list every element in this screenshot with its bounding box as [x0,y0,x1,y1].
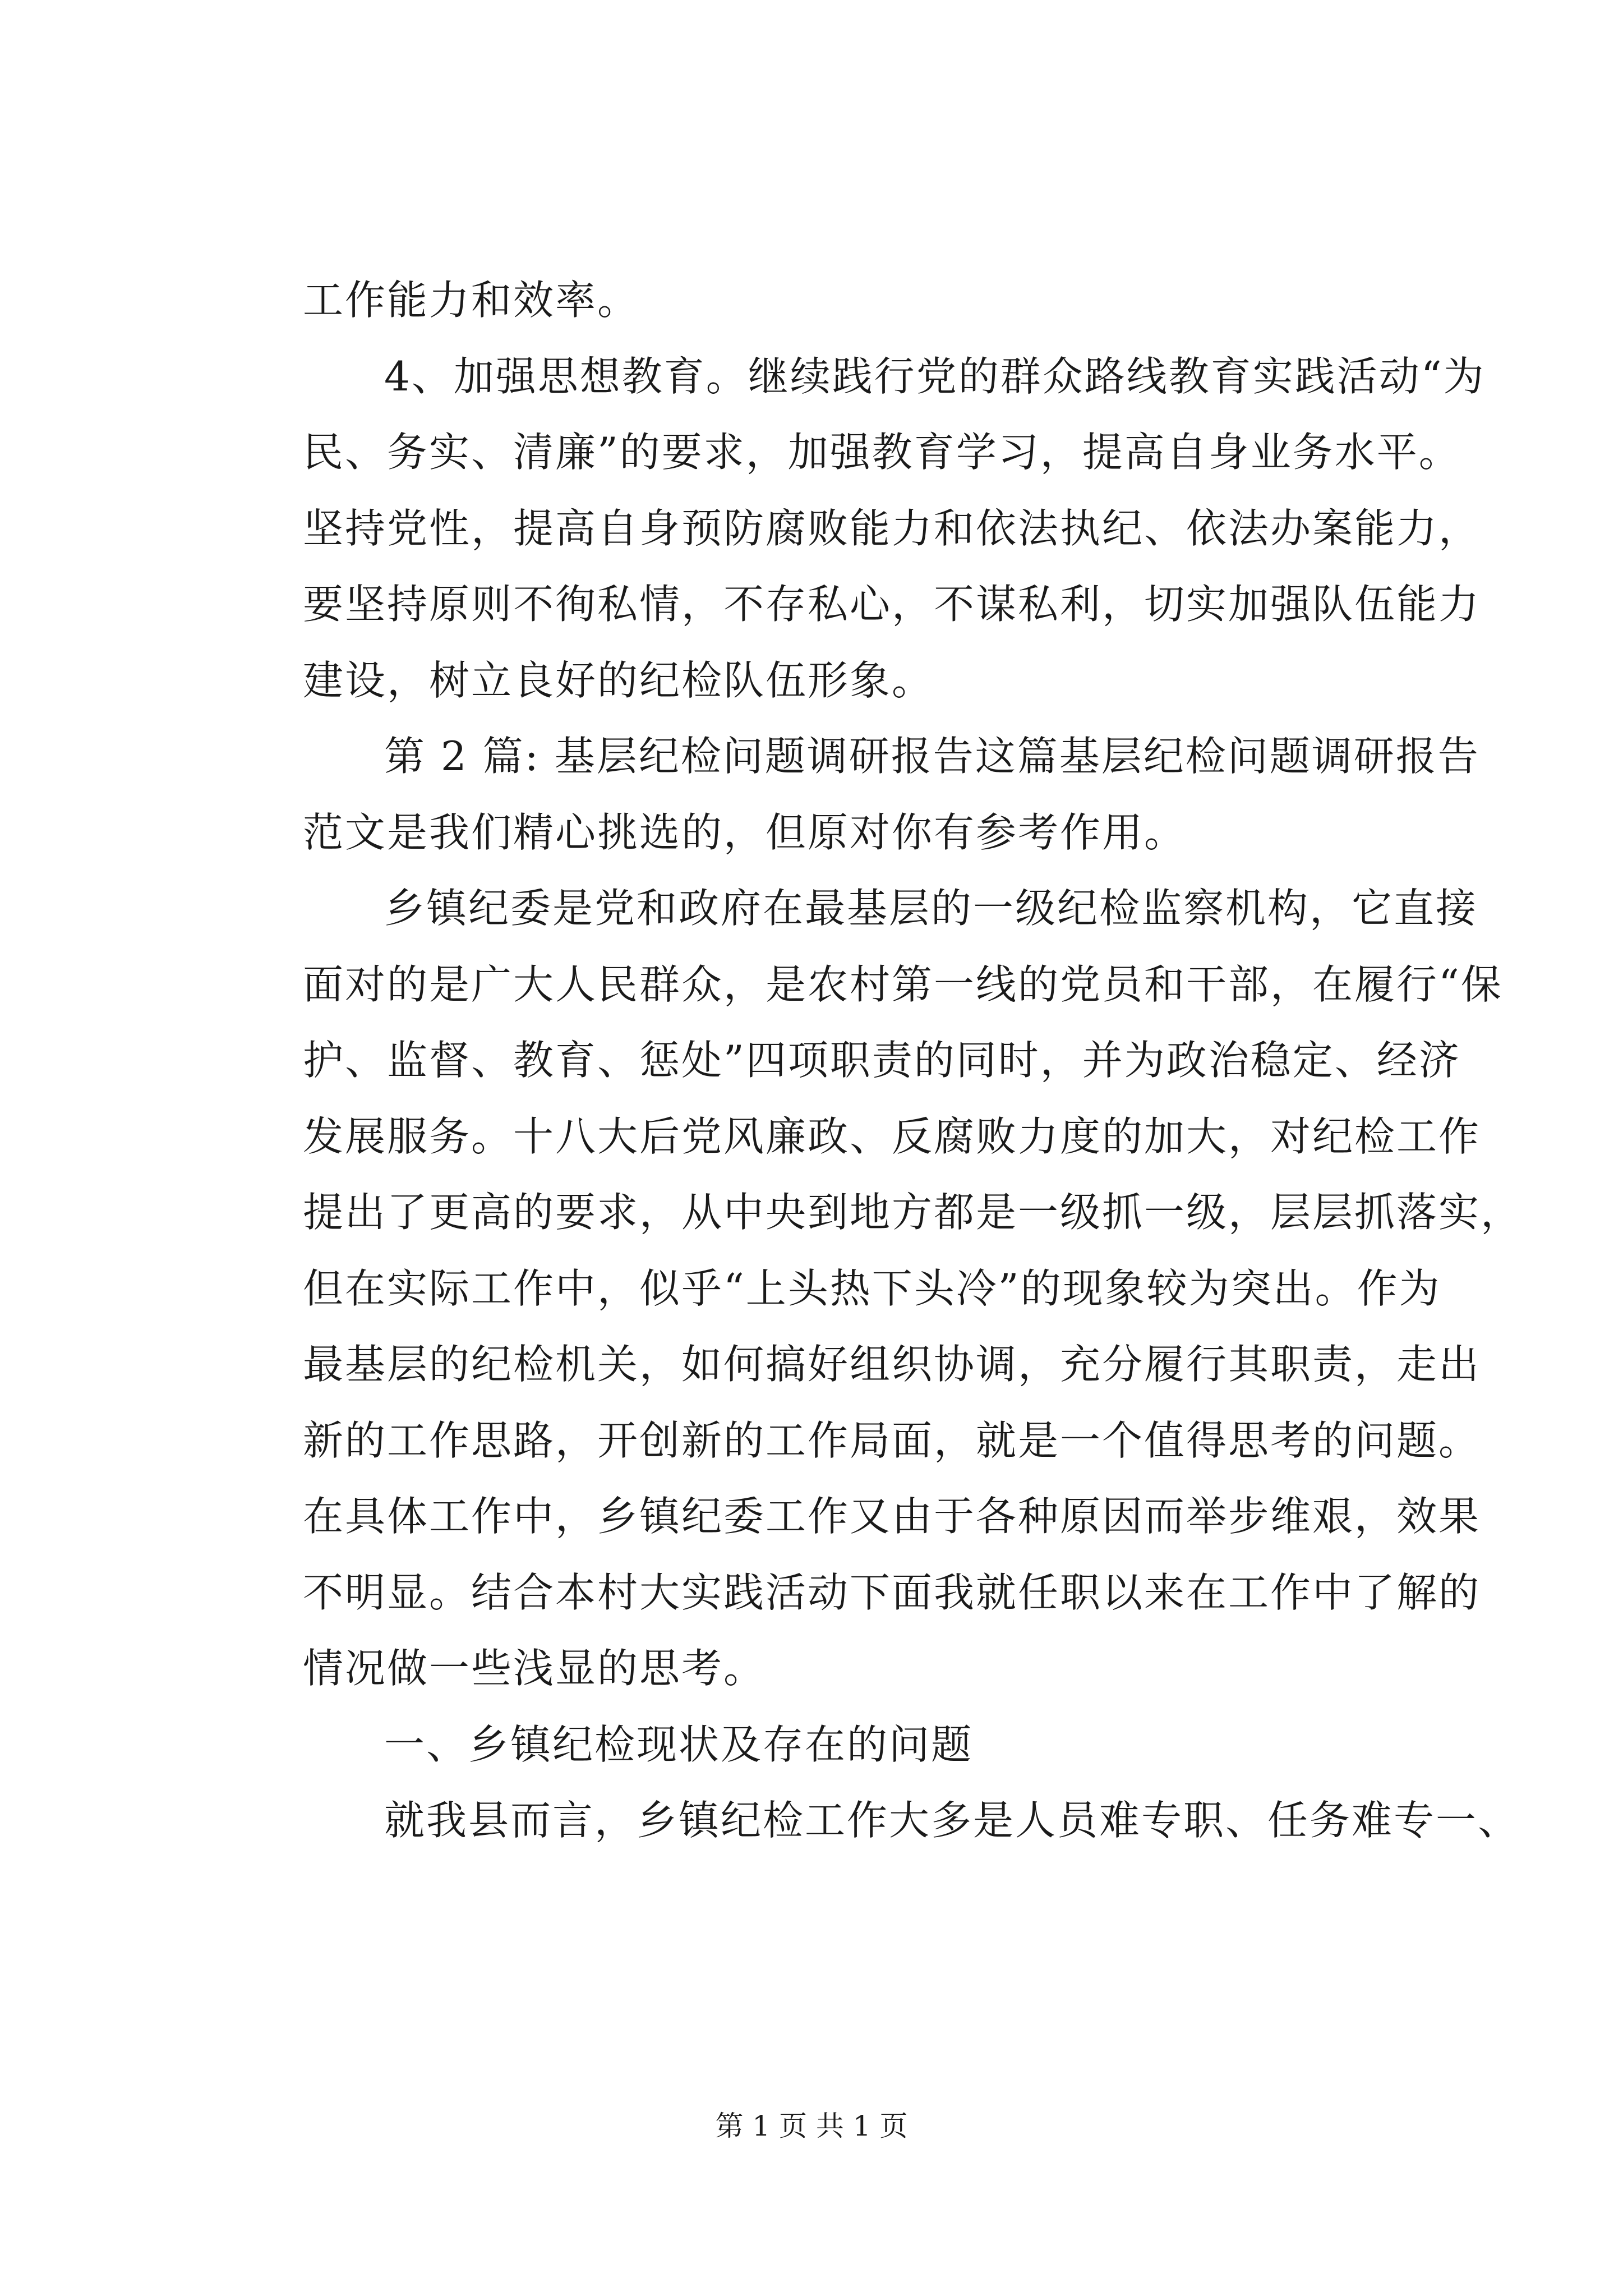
text-line: 发展服务。十八大后党风廉政、反腐败力度的加大，对纪检工作 [303,1112,1481,1160]
text-line: 面对的是广大人民群众，是农村第一线的党员和干部，在履行“保 [303,960,1503,1008]
document-body [303,263,1523,1859]
text-line: 最基层的纪检机关，如何搞好组织协调，充分履行其职责，走出 [303,1341,1481,1388]
text-line: 情况做一些浅显的思考。 [303,1645,766,1692]
text-line: 建设，树立良好的纪检队伍形象。 [303,656,934,704]
text-line: 坚持党性，提高自身预防腐败能力和依法执纪、依法办案能力， [303,504,1481,552]
page-number-footer: 第 1 页 共 1 页 [715,2110,908,2142]
text-line: 提出了更高的要求，从中央到地方都是一级抓一级，层层抓落实， [303,1189,1523,1236]
text-line: 4、加强思想教育。继续践行党的群众路线教育实践活动“为 [384,352,1486,400]
section-heading: 一、乡镇纪检现状及存在的问题 [384,1720,974,1768]
text-line: 乡镇纪委是党和政府在最基层的一级纪检监察机构，它直接 [384,885,1478,932]
text-line: 护、监督、教育、惩处”四项职责的同时，并为政治稳定、经济 [303,1037,1461,1084]
text-line: 新的工作思路，开创新的工作局面，就是一个值得思考的问题。 [303,1416,1481,1464]
text-line: 范文是我们精心挑选的，但原对你有参考作用。 [303,808,1187,856]
text-line: 在具体工作中，乡镇纪委工作又由于各种原因而举步维艰，效果 [303,1493,1481,1540]
text-line: 要坚持原则不徇私情，不存私心，不谋私利，切实加强队伍能力 [303,581,1481,628]
text-line: 不明显。结合本村大实践活动下面我就任职以来在工作中了解的 [303,1568,1481,1616]
text-line: 民、务实、清廉”的要求，加强教育学习，提高自身业务水平。 [303,429,1461,476]
text-line: 但在实际工作中，似乎“上头热下头冷”的现象较为突出。作为 [303,1264,1441,1312]
text-line: 就我县而言，乡镇纪检工作大多是人员难专职、任务难专一、 [384,1797,1520,1844]
text-line: 第 2 篇: 基层纪检问题调研报告这篇基层纪检问题调研报告 [384,733,1480,780]
text-line: 工作能力和效率。 [303,277,640,324]
